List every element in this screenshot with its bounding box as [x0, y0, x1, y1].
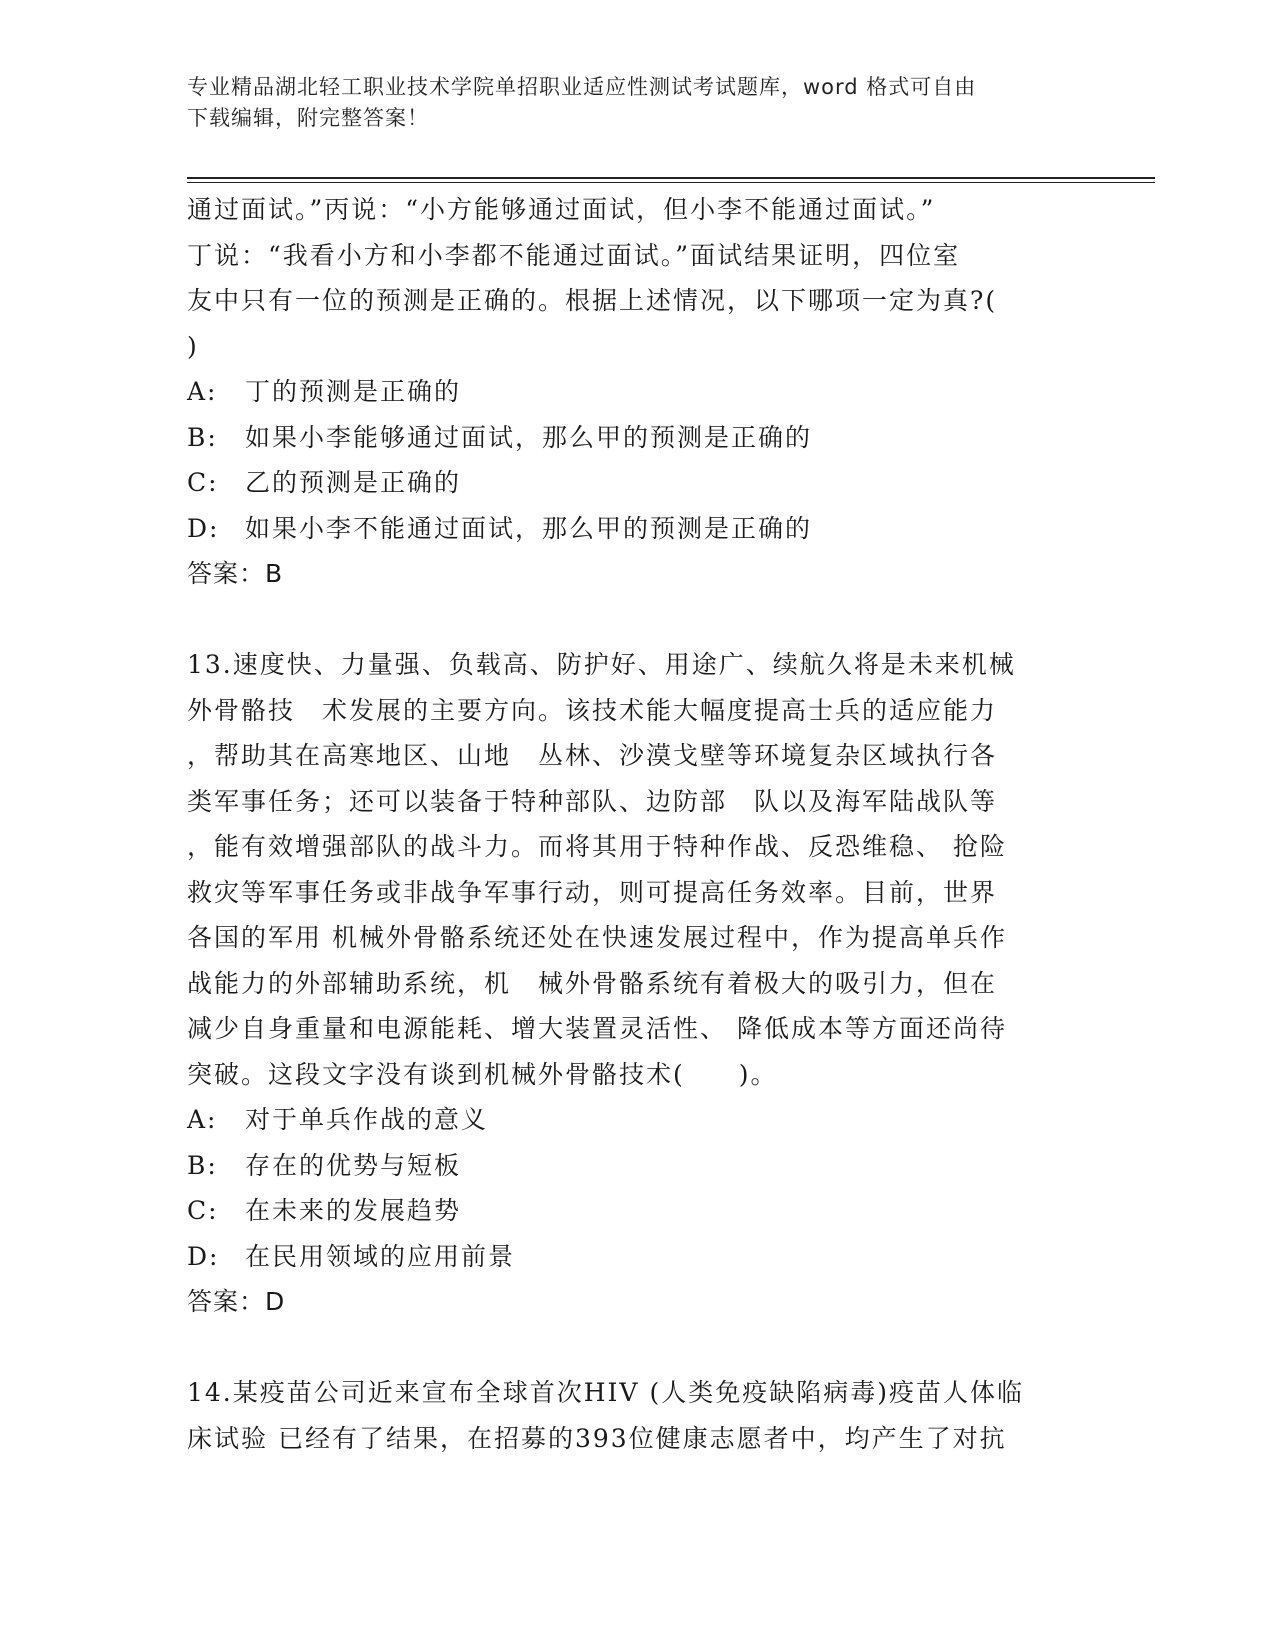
- question-text-line: 减少自身重量和电源能耗、增大装置灵活性、 降低成本等方面还尚待: [187, 1014, 1007, 1043]
- option-text: 在未来的发展趋势: [245, 1196, 462, 1225]
- question-text-line: 13.速度快、力量强、负载高、防护好、用途广、续航久将是未来机械: [187, 650, 1016, 679]
- header-line-1: 专业精品湖北轻工职业技术学院单招职业适应性测试考试题库，word 格式可自由: [187, 75, 977, 99]
- option-a: [187, 1097, 1087, 1143]
- option-text: 存在的优势与短板: [245, 1150, 462, 1180]
- option-letter: B:: [187, 1150, 218, 1180]
- question-14: [187, 1370, 1087, 1461]
- question-text-line: 外骨骼技 术发展的主要方向。该技术能大幅度提高士兵的适应能力: [187, 695, 998, 725]
- answer-line: 答案：B: [187, 559, 284, 588]
- page-header: [187, 72, 1087, 134]
- question-text-line: 通过面试。”丙说：“小方能够通过面试，但小李不能通过面试。”: [187, 195, 936, 224]
- header-line-2: 下载编辑，附完整答案！: [187, 106, 429, 130]
- option-b: [187, 415, 1087, 461]
- option-letter: D:: [187, 513, 220, 543]
- question-text-line: 友中只有一位的预测是正确的。根据上述情况，以下哪项一定为真?(: [187, 286, 998, 315]
- question-12: [187, 187, 1087, 597]
- option-text: 如果小李不能通过面试，那么甲的预测是正确的: [245, 513, 813, 543]
- question-text-line: 救灾等军事任务或非战争军事行动，则可提高任务效率。目前，世界: [187, 877, 998, 907]
- header-rule-thin: [187, 182, 1155, 183]
- option-letter: A:: [187, 1105, 218, 1134]
- option-text: 如果小李能够通过面试，那么甲的预测是正确的: [245, 422, 813, 452]
- option-b: [187, 1143, 1087, 1189]
- option-letter: C:: [187, 1196, 219, 1225]
- option-d: [187, 506, 1087, 552]
- question-text-line: 14.某疫苗公司近来宣布全球首次HIV (人类免疫缺陷病毒)疫苗人体临: [187, 1378, 1024, 1407]
- option-d: [187, 1234, 1087, 1280]
- answer-line: 答案：D: [187, 1287, 286, 1316]
- option-c: [187, 1188, 1087, 1234]
- question-text-line: 丁说：“我看小方和小李都不能通过面试。”面试结果证明，四位室: [187, 240, 961, 270]
- question-text-line: ): [187, 331, 199, 361]
- question-text-line: 战能力的外部辅助系统，机 械外骨骼系统有着极大的吸引力，但在: [187, 968, 998, 998]
- question-text-line: ，能有效增强部队的战斗力。而将其用于特种作战、反恐维稳、 抢险: [187, 832, 1007, 861]
- option-text: 在民用领域的应用前景: [245, 1241, 516, 1271]
- question-text-line: 床试验 已经有了结果，在招募的393位健康志愿者中，均产生了对抗: [187, 1423, 1007, 1453]
- option-letter: C:: [187, 468, 219, 497]
- question-13: [187, 642, 1087, 1325]
- question-text-line: 突破。这段文字没有谈到机械外骨骼技术( )。: [187, 1059, 778, 1089]
- option-letter: A:: [187, 377, 218, 406]
- option-letter: B:: [187, 422, 218, 452]
- question-text-line: 类军事任务；还可以装备于特种部队、边防部 队以及海军陆战队等: [187, 786, 998, 816]
- document-body: [187, 187, 1087, 1461]
- option-c: [187, 460, 1087, 506]
- option-text: 对于单兵作战的意义: [245, 1105, 489, 1134]
- spacer: [187, 597, 1087, 642]
- option-a: [187, 369, 1087, 415]
- header-rule-thick: [187, 177, 1155, 179]
- option-letter: D:: [187, 1241, 220, 1271]
- option-text: 乙的预测是正确的: [245, 468, 462, 497]
- spacer: [187, 1325, 1087, 1370]
- question-text-line: 各国的军用 机械外骨骼系统还处在快速发展过程中，作为提高单兵作: [187, 923, 1007, 952]
- option-text: 丁的预测是正确的: [245, 377, 462, 406]
- question-text-line: ，帮助其在高寒地区、山地 丛林、沙漠戈壁等环境复杂区域执行各: [187, 741, 998, 770]
